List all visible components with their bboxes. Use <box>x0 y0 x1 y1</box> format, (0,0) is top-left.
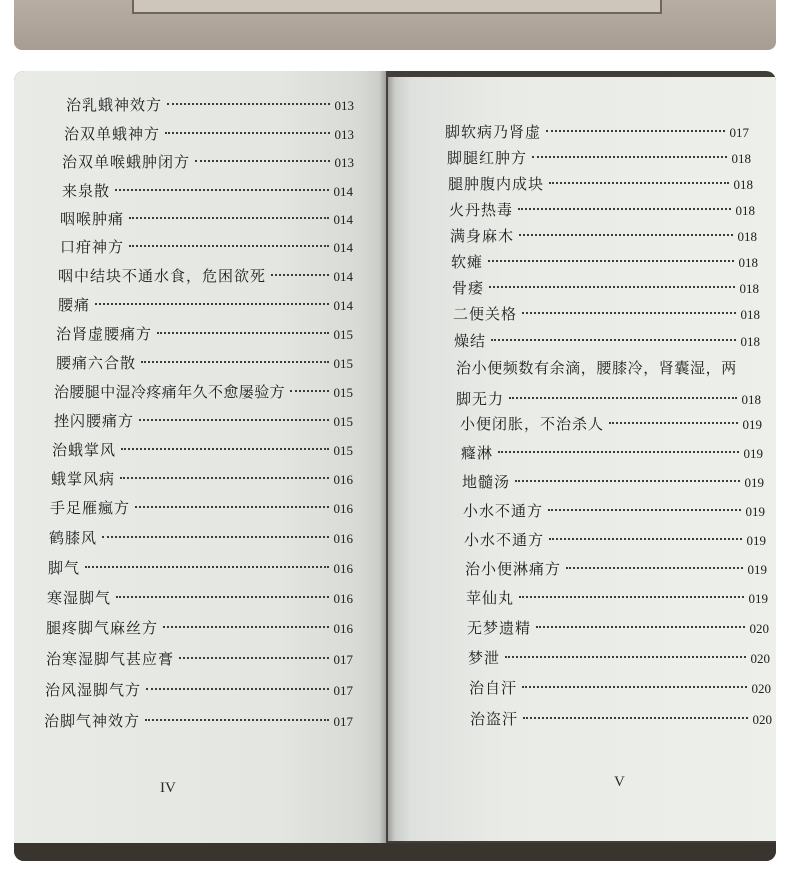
toc-entry-title: 治双单喉蛾肿闭方 <box>62 153 191 171</box>
leader-dots <box>115 189 328 191</box>
toc-entry <box>464 529 766 550</box>
toc-entry <box>62 180 353 201</box>
toc-entry <box>448 173 753 194</box>
toc-entry-title: 地髓汤 <box>462 473 511 491</box>
leader-dots <box>141 361 328 363</box>
toc-entry <box>60 236 353 257</box>
leader-dots <box>195 160 329 162</box>
toc-entry-page: 015 <box>333 385 353 400</box>
toc-entry-title: 满身麻木 <box>450 227 515 245</box>
leader-dots <box>532 156 726 158</box>
toc-entry <box>450 225 757 246</box>
toc-entry-title: 治风湿脚气方 <box>45 681 142 699</box>
toc-entry-page: 018 <box>733 177 753 192</box>
leader-dots <box>135 506 328 508</box>
toc-entry-page: 020 <box>752 712 772 727</box>
toc-entry <box>470 708 772 729</box>
toc-entry <box>466 587 768 608</box>
leader-dots <box>536 626 744 628</box>
toc-entry-title: 手足雁瘋方 <box>50 499 131 517</box>
toc-entry <box>454 330 760 351</box>
toc-entry <box>54 381 353 402</box>
toc-entry-page: 019 <box>748 591 768 606</box>
toc-entry-title: 脚软病乃肾虚 <box>445 123 542 141</box>
toc-entry <box>46 648 353 669</box>
toc-entry <box>447 147 751 168</box>
leader-dots <box>116 596 328 598</box>
leader-dots <box>522 312 735 314</box>
leader-dots <box>488 260 733 262</box>
toc-entry-title: 治乳蛾神效方 <box>66 96 163 114</box>
leader-dots <box>546 130 724 132</box>
leader-dots <box>609 422 737 424</box>
toc-entry <box>45 679 353 700</box>
toc-entry <box>58 294 353 315</box>
leader-dots <box>163 626 328 628</box>
toc-entry-title: 腿疼脚气麻丝方 <box>46 619 159 637</box>
toc-entry-title: 咽喉肿痛 <box>60 210 125 228</box>
toc-entry-page: 016 <box>333 591 353 606</box>
leader-dots <box>548 509 740 511</box>
toc-entry-title: 治腰腿中湿冷疼痛年久不愈屡验方 <box>54 383 286 401</box>
leader-dots <box>566 567 742 569</box>
toc-entry-title: 脚气 <box>48 559 81 577</box>
toc-entry-title: 梦泄 <box>468 649 501 667</box>
toc-entry-page: 016 <box>333 501 353 516</box>
toc-entry-page: 018 <box>738 255 758 270</box>
leader-dots <box>157 332 328 334</box>
toc-entry-title: 癃淋 <box>461 444 494 462</box>
toc-entry-title: 口疳神方 <box>60 238 125 256</box>
leader-dots <box>519 596 743 598</box>
leader-dots <box>139 419 328 421</box>
toc-entry-title: 小便闭胀，不治杀人 <box>460 415 605 433</box>
top-photo-strip <box>14 0 776 50</box>
toc-entry <box>469 677 771 698</box>
toc-entry-title: 治小便淋痛方 <box>465 560 562 578</box>
toc-entry-page: 013 <box>334 98 354 113</box>
toc-entry-title: 治寒湿脚气甚应膏 <box>46 650 175 668</box>
leader-dots <box>121 448 328 450</box>
toc-entry <box>465 558 767 579</box>
toc-entry-title: 治小便频数有余滴，腰膝冷，肾囊湿，两 <box>456 359 737 377</box>
toc-entry-page: 019 <box>742 417 762 432</box>
table-surface <box>14 843 776 861</box>
toc-entry <box>449 199 755 220</box>
toc-entry-title: 治蛾掌风 <box>52 441 117 459</box>
toc-entry-page: 014 <box>333 269 353 284</box>
toc-entry-page: 020 <box>751 681 771 696</box>
toc-entry-page: 013 <box>334 127 354 142</box>
toc-entry <box>56 352 353 373</box>
toc-entry-title: 挫闪腰痛方 <box>54 412 135 430</box>
leader-dots <box>179 657 328 659</box>
toc-entry-page: 015 <box>333 414 353 429</box>
toc-entry-title: 蛾掌风病 <box>51 470 116 488</box>
toc-entry <box>58 265 353 286</box>
toc-entry <box>66 94 354 115</box>
toc-entry <box>47 587 353 608</box>
leader-dots <box>165 132 329 134</box>
toc-entry-page: 019 <box>747 562 767 577</box>
leader-dots <box>167 103 329 105</box>
toc-entry <box>451 251 758 272</box>
leader-dots <box>95 303 328 305</box>
toc-entry-page: 015 <box>333 356 353 371</box>
toc-entry <box>44 710 353 731</box>
toc-entry <box>463 500 765 521</box>
toc-entry-title: 无梦遗精 <box>467 619 532 637</box>
toc-entry-page: 014 <box>333 298 353 313</box>
toc-entry <box>54 410 353 431</box>
toc-entry <box>462 471 764 492</box>
toc-entry <box>49 527 353 548</box>
leader-dots <box>518 208 730 210</box>
leader-dots <box>120 477 328 479</box>
toc-entry-page: 014 <box>333 184 353 199</box>
leader-dots <box>491 339 735 341</box>
toc-entry-title: 苹仙丸 <box>466 589 515 607</box>
toc-entry-page: 015 <box>333 443 353 458</box>
toc-entry-page: 018 <box>741 392 761 407</box>
toc-entry-page: 018 <box>737 229 757 244</box>
toc-entry-page: 018 <box>731 151 751 166</box>
open-book-photo <box>14 71 776 861</box>
toc-entry-page: 020 <box>749 621 769 636</box>
toc-entry-title: 来泉散 <box>62 182 111 200</box>
leader-dots <box>515 480 739 482</box>
toc-entry-page: 016 <box>333 561 353 576</box>
toc-entry-title: 二便关格 <box>453 305 518 323</box>
toc-entry-page: 018 <box>740 307 760 322</box>
leader-dots <box>145 719 328 721</box>
right-page <box>388 77 776 841</box>
toc-entry-two-line <box>456 357 761 409</box>
toc-entry-page: 013 <box>334 155 354 170</box>
toc-entry-page: 017 <box>333 714 353 729</box>
toc-entry-page: 016 <box>333 472 353 487</box>
toc-entry-page: 018 <box>739 281 759 296</box>
toc-entry <box>62 151 354 172</box>
toc-entry-page: 017 <box>333 652 353 667</box>
leader-dots <box>549 182 728 184</box>
toc-entry <box>51 468 353 489</box>
leader-dots <box>102 536 328 538</box>
toc-entry-page: 014 <box>333 240 353 255</box>
toc-entry-title: 小水不通方 <box>463 502 544 520</box>
toc-entry-title: 腰痛六合散 <box>56 354 137 372</box>
leader-dots <box>129 217 328 219</box>
toc-entry <box>56 323 353 344</box>
leader-dots <box>498 451 738 453</box>
toc-entry-title: 咽中结块不通水食，危困欲死 <box>58 267 267 285</box>
toc-entry-page: 019 <box>743 446 763 461</box>
toc-entry-title: 火丹热毒 <box>449 201 514 219</box>
toc-entry <box>445 121 749 142</box>
toc-entry-title: 治自汗 <box>469 679 518 697</box>
leader-dots <box>290 390 328 392</box>
toc-entry-title: 小水不通方 <box>464 531 545 549</box>
toc-entry-page: 019 <box>744 475 764 490</box>
leader-dots <box>522 686 746 688</box>
left-page <box>14 71 386 843</box>
right-page-number: V <box>614 774 625 790</box>
toc-entry-title-continued: 脚无力 <box>456 390 505 408</box>
toc-entry-page: 016 <box>333 621 353 636</box>
toc-entry <box>52 439 353 460</box>
toc-entry <box>48 557 353 578</box>
leader-dots <box>489 286 734 288</box>
toc-entry-page: 019 <box>746 533 766 548</box>
leader-dots <box>509 397 736 399</box>
toc-entry-page: 019 <box>745 504 765 519</box>
toc-entry-title: 治盗汗 <box>470 710 519 728</box>
toc-entry <box>64 123 354 144</box>
toc-entry-title: 寒湿脚气 <box>47 589 112 607</box>
leader-dots <box>271 274 328 276</box>
toc-entry <box>460 413 762 434</box>
toc-entry-title: 燥结 <box>454 332 487 350</box>
toc-entry <box>467 617 769 638</box>
leader-dots <box>505 656 745 658</box>
toc-entry-page: 015 <box>333 327 353 342</box>
leader-dots <box>146 688 328 690</box>
toc-entry-page: 020 <box>750 651 770 666</box>
left-page-number: IV <box>160 780 176 796</box>
leader-dots <box>519 234 732 236</box>
toc-entry-page: 016 <box>333 531 353 546</box>
toc-entry <box>50 497 353 518</box>
toc-entry-title: 鹤膝风 <box>49 529 98 547</box>
toc-entry-page: 014 <box>333 212 353 227</box>
toc-entry <box>461 442 763 463</box>
toc-entry-title: 治脚气神效方 <box>44 712 141 730</box>
book-cover-frame <box>132 0 662 14</box>
toc-entry <box>468 647 770 668</box>
toc-entry-title: 腿肿腹内成块 <box>448 175 545 193</box>
toc-entry <box>452 277 759 298</box>
toc-entry-title: 治双单蛾神方 <box>64 125 161 143</box>
toc-entry-title: 骨痿 <box>452 279 485 297</box>
book-spine-shadow <box>379 71 395 843</box>
toc-entry-title: 治肾虚腰痛方 <box>56 325 153 343</box>
leader-dots <box>85 566 328 568</box>
toc-entry-title: 软瘫 <box>451 253 484 271</box>
toc-entry-page: 018 <box>735 203 755 218</box>
leader-dots <box>523 717 747 719</box>
toc-entry <box>453 303 760 324</box>
toc-entry-title: 腰痛 <box>58 296 91 314</box>
leader-dots <box>129 245 328 247</box>
toc-entry-page: 017 <box>729 125 749 140</box>
toc-entry <box>46 617 353 638</box>
toc-entry-page: 017 <box>333 683 353 698</box>
toc-entry-page: 018 <box>740 334 760 349</box>
leader-dots <box>549 538 741 540</box>
toc-entry-title: 脚腿红肿方 <box>447 149 528 167</box>
toc-entry <box>60 208 353 229</box>
